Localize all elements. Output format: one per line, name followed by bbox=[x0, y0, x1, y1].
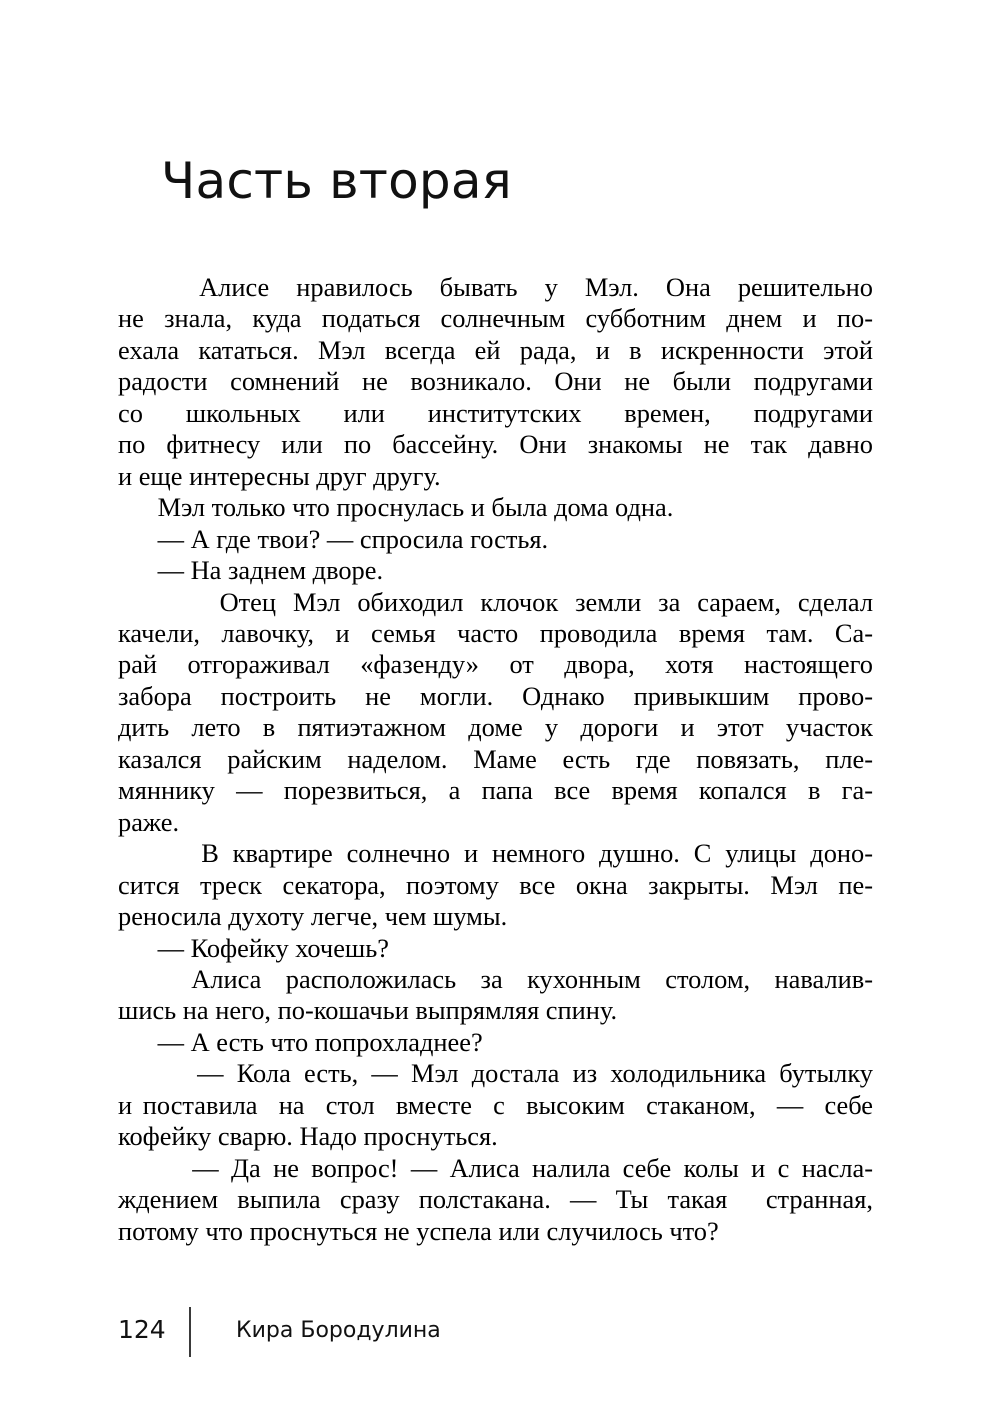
page-title: Часть вторая bbox=[161, 151, 512, 210]
paragraph bbox=[118, 555, 873, 586]
text-line: Алисе нравилось бывать у Мэл. Она решительно bbox=[118, 272, 873, 302]
text-line: качели, лавочку, и семья часто проводила время там. Са- bbox=[118, 617, 873, 648]
text-line: сится треск секатора, поэтому все окна закрыты. Мэл пе- bbox=[118, 869, 873, 900]
body-text-block bbox=[118, 272, 873, 1247]
text-line: со школьных или институтских времен, подругами bbox=[118, 397, 873, 428]
text-line: Алиса расположилась за кухонным столом, навалив- bbox=[118, 963, 873, 994]
paragraph bbox=[118, 933, 873, 964]
text-line: забора построить не могли. Однако привыкшим прово- bbox=[118, 680, 873, 711]
paragraph bbox=[118, 492, 873, 523]
page-number: 124 bbox=[118, 1315, 166, 1344]
footer-divider bbox=[189, 1307, 191, 1357]
text-line: радости сомнений не возникало. Они не были подругами bbox=[118, 366, 873, 397]
paragraph bbox=[118, 272, 873, 492]
paragraph bbox=[118, 1027, 873, 1058]
text-line: — Кола есть, — Мэл достала из холодильника бутылку bbox=[118, 1058, 873, 1089]
paragraph bbox=[118, 964, 873, 1027]
text-line: — Кофейку хочешь? bbox=[118, 932, 389, 963]
text-line: шись на него, по-кошачьи выпрямляя спину. bbox=[118, 995, 618, 1026]
text-line: — На заднем дворе. bbox=[118, 555, 384, 586]
text-line: реносила духоту легче, чем шумы. bbox=[118, 901, 508, 932]
text-line: не знала, куда податься солнечным субботним днем и по- bbox=[118, 303, 873, 334]
text-line: и поставила на стол вместе с высоким стаканом, — себе bbox=[118, 1089, 873, 1120]
running-author-name: Кира Бородулина bbox=[236, 1318, 441, 1343]
text-line: и еще интересны друг другу. bbox=[118, 460, 441, 491]
text-line: ехала кататься. Мэл всегда ей рада, и в искренности этой bbox=[118, 334, 873, 365]
text-line: дить лето в пятиэтажном доме у дороги и этот участок bbox=[118, 712, 873, 743]
text-line: казался райским наделом. Маме есть где повязать, пле- bbox=[118, 743, 873, 774]
paragraph bbox=[118, 838, 873, 932]
text-line: кофейку сварю. Надо проснуться. bbox=[118, 1121, 498, 1152]
text-line: — А есть что попрохладнее? bbox=[118, 1026, 483, 1057]
page-footer bbox=[116, 1303, 876, 1363]
text-line: по фитнесу или по бассейну. Они знакомы не так давно bbox=[118, 429, 873, 460]
paragraph bbox=[118, 587, 873, 839]
paragraph bbox=[118, 1153, 873, 1247]
paragraph bbox=[118, 1058, 873, 1152]
text-line: Отец Мэл обиходил клочок земли за сараем, сделал bbox=[118, 586, 873, 617]
text-line: — Да не вопрос! — Алиса налила себе колы и с насла- bbox=[118, 1152, 873, 1183]
paragraph bbox=[118, 524, 873, 555]
text-line: ждением выпила сразу полстакана. — Ты такая странная, bbox=[118, 1184, 873, 1215]
text-line: В квартире солнечно и немного душно. С улицы доно- bbox=[118, 838, 873, 869]
text-line: рай отгораживал «фазенду» от двора, хотя настоящего bbox=[118, 649, 873, 680]
text-line: — А где твои? — спросила гостья. bbox=[118, 523, 549, 554]
text-line: Мэл только что проснулась и была дома одна. bbox=[118, 492, 674, 523]
text-line: раже. bbox=[118, 806, 180, 837]
text-line: мяннику — порезвиться, а папа все время копался в га- bbox=[118, 775, 873, 806]
text-line: потому что проснуться не успела или случилось что? bbox=[118, 1215, 719, 1246]
